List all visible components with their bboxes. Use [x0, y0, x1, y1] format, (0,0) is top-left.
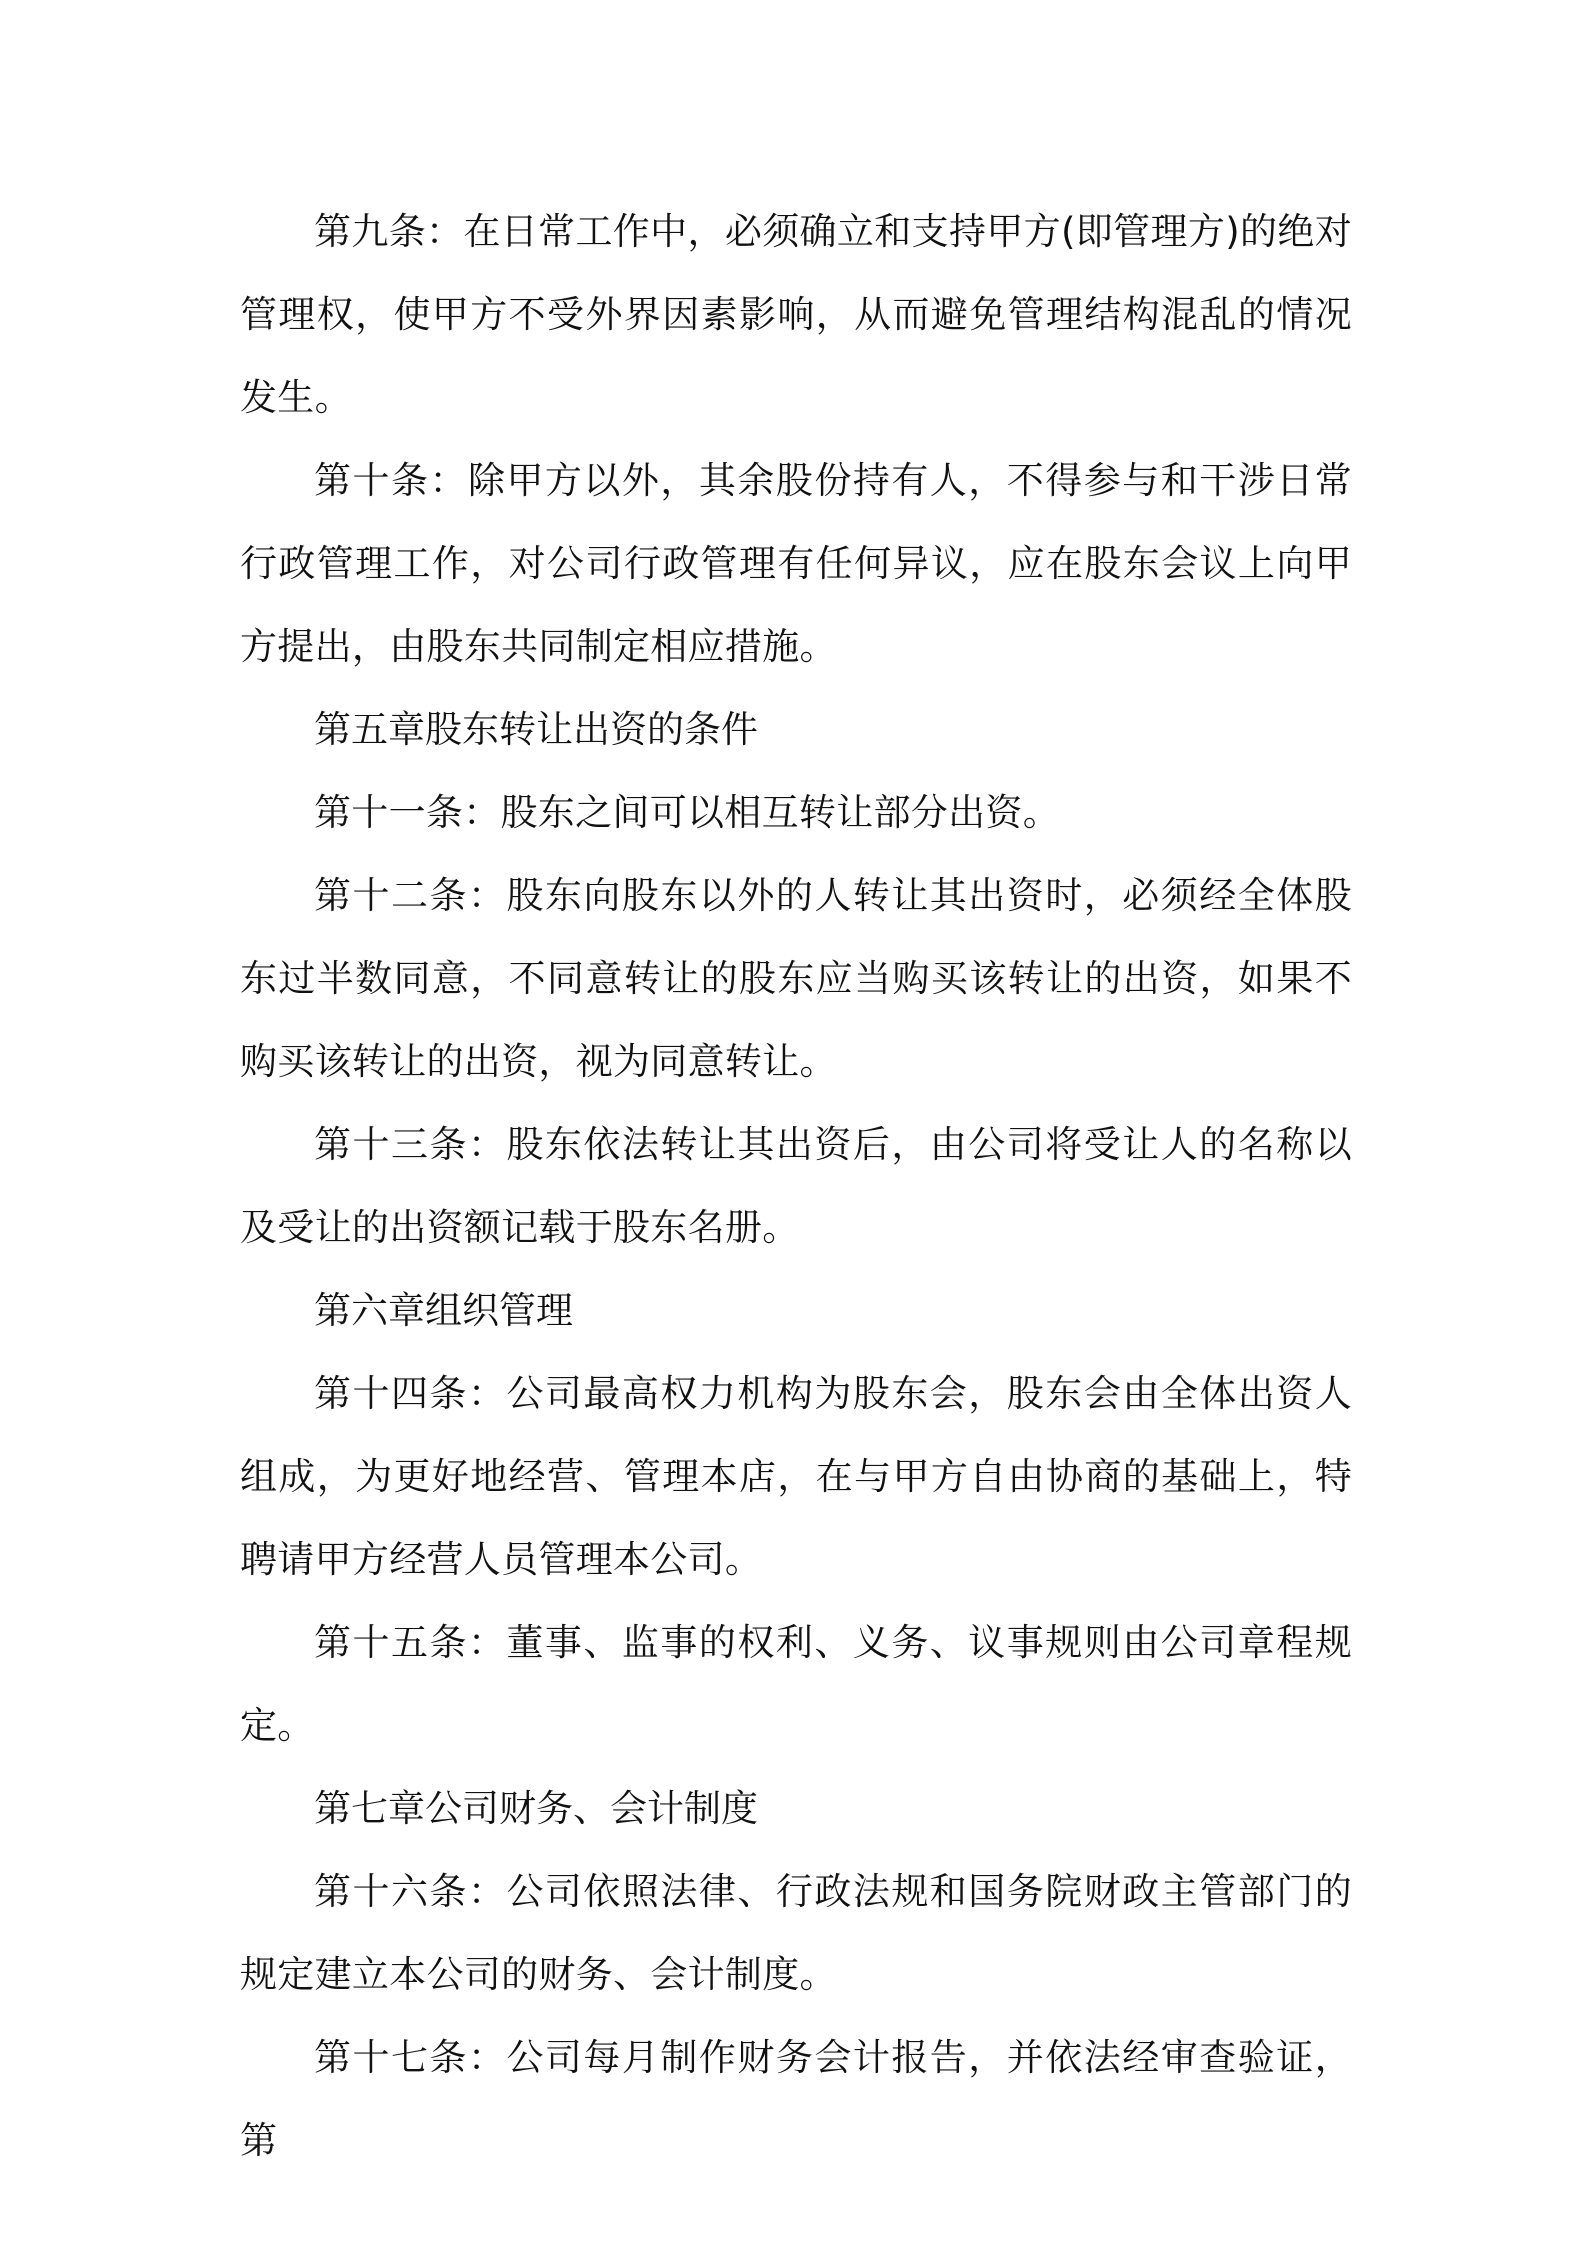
article-15: 第十五条：董事、监事的权利、义务、议事规则由公司章程规定。: [240, 1621, 1352, 1747]
document-body: [240, 190, 1352, 2182]
article-14: 第十四条：公司最高权力机构为股东会，股东会由全体出资人组成，为更好地经营、管理本店，在与甲方自由协商的基础上，特聘请甲方经营人员管理本公司。: [240, 1372, 1352, 1581]
chapter-7-heading: 第七章公司财务、会计制度: [314, 1787, 758, 1830]
article-17: 第十七条：公司每月制作财务会计报告，并依法经审查验证，第: [240, 2036, 1352, 2162]
article-13: 第十三条：股东依法转让其出资后，由公司将受让人的名称以及受让的出资额记载于股东名册。: [240, 1123, 1352, 1249]
chapter-5-heading: 第五章股东转让出资的条件: [314, 708, 758, 751]
article-10: 第十条：除甲方以外，其余股份持有人，不得参与和干涉日常行政管理工作，对公司行政管理有任何异议，应在股东会议上向甲方提出，由股东共同制定相应措施。: [240, 459, 1352, 668]
chapter-6-heading: 第六章组织管理: [314, 1289, 573, 1332]
article-9: 第九条：在日常工作中，必须确立和支持甲方(即管理方)的绝对管理权，使甲方不受外界因素影响，从而避免管理结构混乱的情况发生。: [240, 210, 1352, 419]
article-12: 第十二条：股东向股东以外的人转让其出资时，必须经全体股东过半数同意，不同意转让的股东应当购买该转让的出资，如果不购买该转让的出资，视为同意转让。: [240, 874, 1352, 1083]
article-16: 第十六条：公司依照法律、行政法规和国务院财政主管部门的规定建立本公司的财务、会计制度。: [240, 1870, 1352, 1996]
article-11: 第十一条：股东之间可以相互转让部分出资。: [314, 791, 1060, 834]
